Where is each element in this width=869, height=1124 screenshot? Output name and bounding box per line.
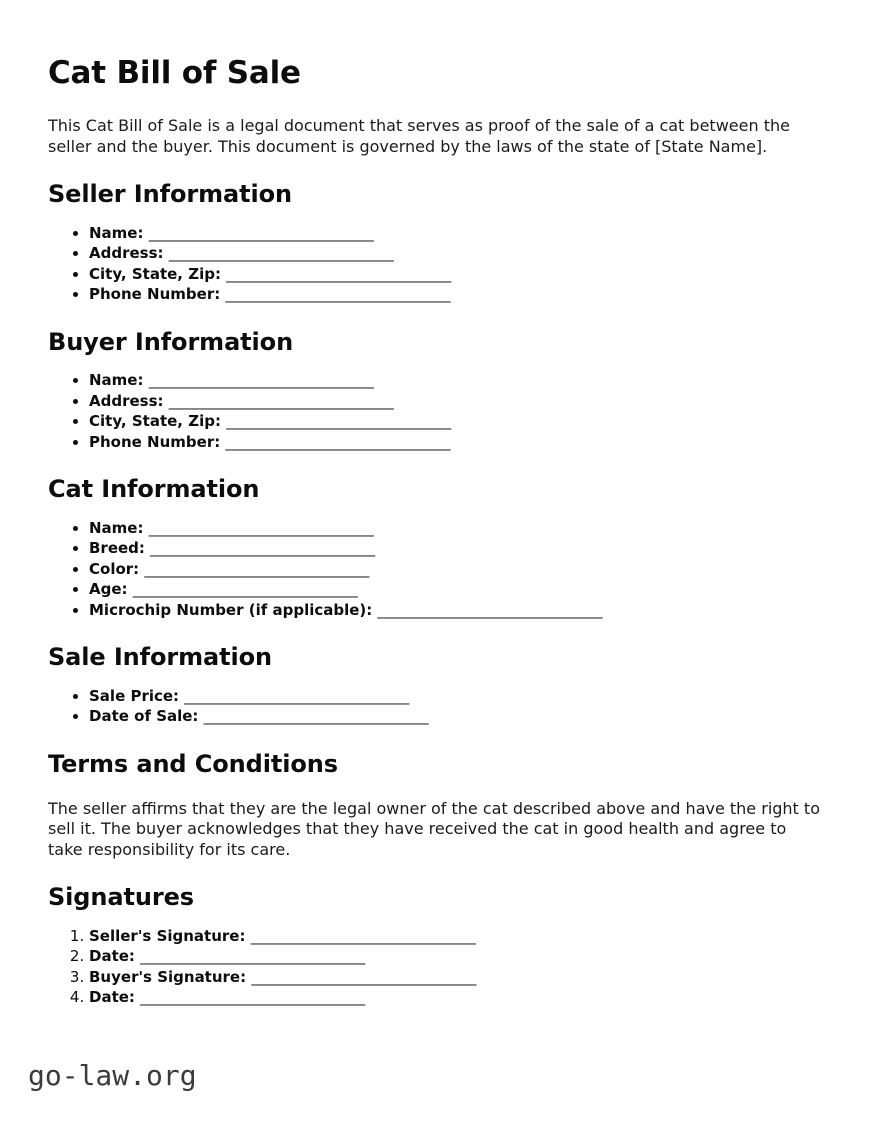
field-label: Microchip Number (if applicable):: [89, 600, 378, 619]
field-blank[interactable]: ______________________________: [225, 432, 451, 451]
seller-field-list: [48, 223, 823, 305]
field-blank[interactable]: ______________________________: [168, 391, 394, 410]
field-label: Color:: [89, 559, 145, 578]
field-blank[interactable]: ______________________________: [250, 926, 476, 945]
field-label: Phone Number:: [89, 432, 226, 451]
field-blank[interactable]: ______________________________: [251, 967, 477, 986]
page-title: Cat Bill of Sale: [48, 55, 301, 91]
list-item: [89, 370, 823, 391]
field-blank[interactable]: ______________________________: [225, 285, 451, 304]
section-seller-information: [48, 181, 823, 305]
field-label: Name:: [89, 518, 149, 537]
field-label: Breed:: [89, 539, 151, 558]
sale-field-list: [48, 686, 823, 727]
field-label: City, State, Zip:: [89, 412, 227, 431]
list-item: [89, 926, 823, 947]
field-blank[interactable]: ______________________________: [144, 559, 370, 578]
field-blank[interactable]: ______________________________: [226, 264, 452, 283]
buyer-information-heading: Buyer Information: [48, 327, 294, 356]
field-label: Address:: [89, 244, 169, 263]
field-blank[interactable]: ______________________________: [140, 988, 366, 1007]
field-label: City, State, Zip:: [89, 264, 227, 283]
section-buyer-information: [48, 329, 823, 453]
list-item: [89, 579, 823, 600]
field-blank[interactable]: ______________________________: [150, 539, 376, 558]
buyer-field-list: [48, 370, 823, 452]
field-label: Buyer's Signature:: [89, 967, 252, 986]
signatures-heading: Signatures: [48, 883, 194, 912]
section-cat-information: [48, 476, 823, 620]
field-blank[interactable]: ______________________________: [203, 707, 429, 726]
cat-information-heading: Cat Information: [48, 475, 260, 504]
field-label: Age:: [89, 580, 133, 599]
field-blank[interactable]: ______________________________: [168, 244, 394, 263]
field-label: Name:: [89, 371, 149, 390]
field-label: Seller's Signature:: [89, 926, 251, 945]
terms-paragraph: The seller affirms that they are the legal owner of the cat described above and have the right to sell it. The buyer acknowledges that they have received the cat in good health and agree to take responsibility for its care.: [48, 798, 820, 859]
list-item: [89, 967, 823, 988]
field-label: Sale Price:: [89, 686, 185, 705]
list-item: [89, 538, 823, 559]
seller-information-heading: Seller Information: [48, 180, 292, 209]
terms-body-block: [48, 799, 823, 861]
field-blank[interactable]: ______________________________: [148, 223, 374, 242]
section-sale-information: [48, 644, 823, 727]
list-item: [89, 706, 823, 727]
terms-and-conditions-heading: Terms and Conditions: [48, 749, 338, 778]
list-item: [89, 432, 823, 453]
field-label: Phone Number:: [89, 285, 226, 304]
field-blank[interactable]: ______________________________: [184, 686, 410, 705]
sale-information-heading: Sale Information: [48, 643, 272, 672]
field-blank[interactable]: ______________________________: [377, 600, 603, 619]
list-item: [89, 391, 823, 412]
site-watermark: go-law.org: [28, 1059, 197, 1092]
intro-paragraph: This Cat Bill of Sale is a legal document that serves as proof of the sale of a cat between the seller and the buyer. This document is governed by the laws of the state of [State Name].: [48, 116, 790, 156]
field-label: Date of Sale:: [89, 707, 204, 726]
section-signatures: [48, 884, 823, 1008]
field-blank[interactable]: ______________________________: [226, 412, 452, 431]
list-item: [89, 559, 823, 580]
list-item: [89, 987, 823, 1008]
document-content: [48, 56, 823, 1008]
field-label: Name:: [89, 223, 149, 242]
list-item: [89, 223, 823, 244]
cat-field-list: [48, 518, 823, 621]
list-item: [89, 243, 823, 264]
field-blank[interactable]: ______________________________: [148, 371, 374, 390]
field-label: Address:: [89, 391, 169, 410]
field-blank[interactable]: ______________________________: [132, 580, 358, 599]
list-item: [89, 686, 823, 707]
intro-block: [48, 116, 823, 157]
field-blank[interactable]: ______________________________: [148, 518, 374, 537]
list-item: [89, 600, 823, 621]
signatures-field-list: [48, 926, 823, 1008]
field-blank[interactable]: ______________________________: [140, 947, 366, 966]
list-item: [89, 264, 823, 285]
section-terms-and-conditions: [48, 751, 823, 860]
field-label: Date:: [89, 988, 141, 1007]
list-item: [89, 284, 823, 305]
list-item: [89, 518, 823, 539]
field-label: Date:: [89, 947, 141, 966]
list-item: [89, 946, 823, 967]
list-item: [89, 411, 823, 432]
